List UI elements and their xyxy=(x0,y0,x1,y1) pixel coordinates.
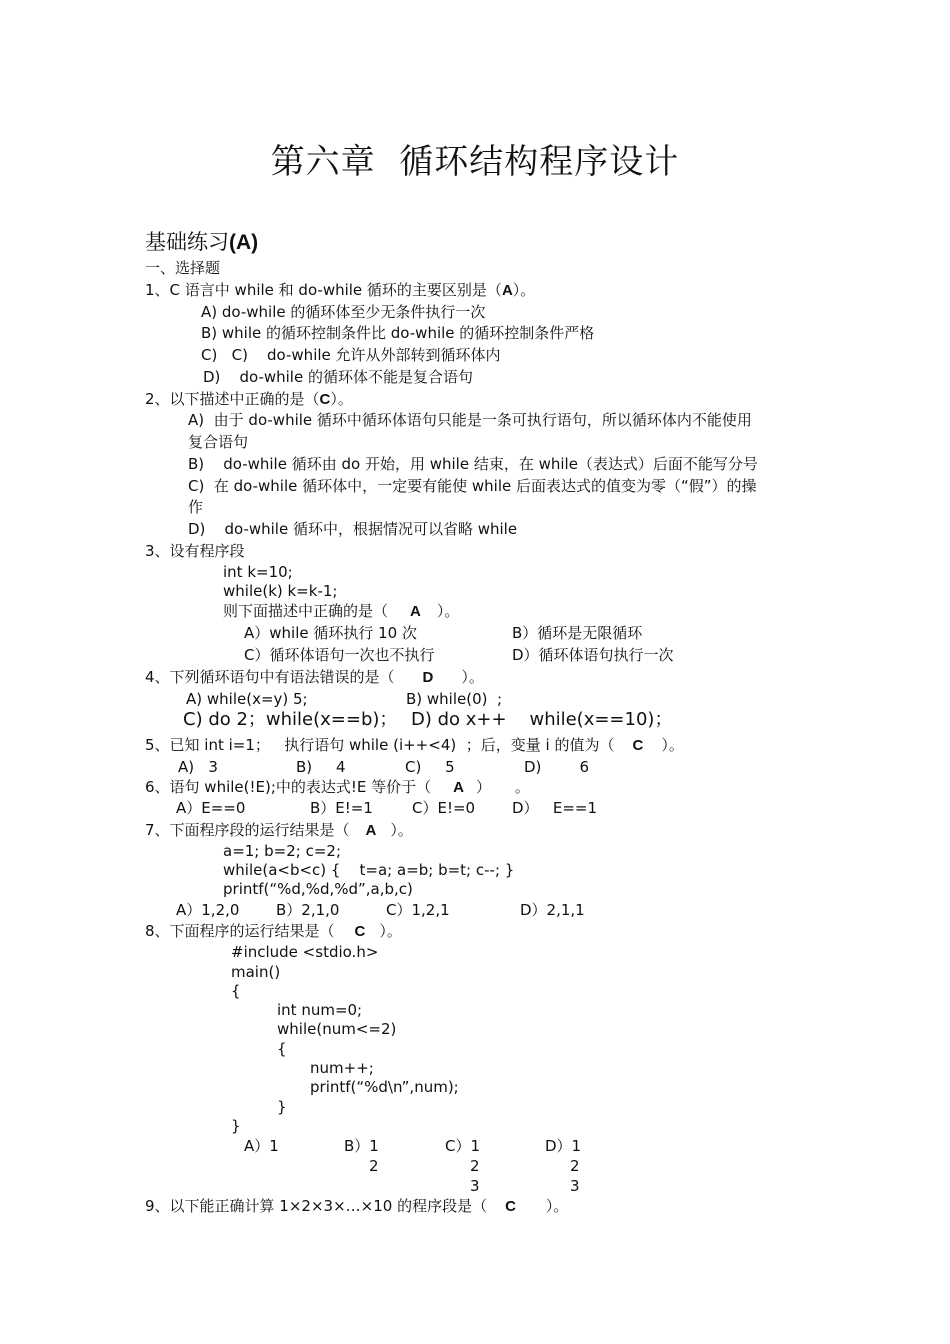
question-7-answer: A xyxy=(365,822,377,839)
question-6-answer: A xyxy=(453,779,465,796)
question-2-option-d: D) do-while 循环中，根据情况可以省略 while xyxy=(188,520,518,538)
question-7-code-line: a=1; b=2; c=2; xyxy=(223,842,341,860)
question-2-option-c: C) 在 do-while 循环体中，一定要有能使 while 后面表达式的值变为零（“假”）的操 xyxy=(188,477,757,495)
section-suffix: (A) xyxy=(229,231,259,254)
question-8-answer: C xyxy=(354,923,366,940)
question-2-answer: C xyxy=(319,391,331,408)
section-heading xyxy=(145,226,258,256)
question-5-option-c: C) 5 xyxy=(405,758,455,776)
question-2-stem: 2、以下描述中正确的是（C）。 xyxy=(145,390,353,408)
question-7-option-a: A）1,2,0 xyxy=(176,901,240,919)
question-7-option-d: D）2,1,1 xyxy=(520,901,585,919)
question-2-option-c-cont: 作 xyxy=(188,498,204,516)
question-8-option-b: B）1 xyxy=(344,1137,379,1155)
part-heading: 一、选择题 xyxy=(145,259,221,277)
question-4-option-c: C) do 2；while(x==b)； xyxy=(183,709,398,730)
question-6-option-d: D） E==1 xyxy=(512,799,598,817)
question-5-option-a: A) 3 xyxy=(178,758,218,776)
chapter-title: 第六章 循环结构程序设计 xyxy=(270,142,680,182)
question-2-option-a: A) 由于 do-while 循环中循环体语句只能是一条可执行语句，所以循环体内不能使用 xyxy=(188,411,752,429)
question-3-option-d: D）循环体语句执行一次 xyxy=(512,646,674,664)
question-9-stem: 9、以下能正确计算 1×2×3×…×10 的程序段是（ C ）。 xyxy=(145,1197,569,1215)
question-8-option-d: D）1 xyxy=(545,1137,582,1155)
question-7-stem: 7、下面程序段的运行结果是（ A ）。 xyxy=(145,821,413,839)
question-8-option-c-line3: 3 xyxy=(470,1177,480,1195)
question-8-code-line: #include <stdio.h> xyxy=(231,943,379,961)
question-1-option-d: D) do-while 的循环体不能是复合语句 xyxy=(203,368,473,386)
question-4-option-a: A) while(x=y) 5; xyxy=(186,690,308,708)
section-label: 基础练习 xyxy=(145,230,229,254)
question-8-option-c-line2: 2 xyxy=(470,1157,480,1175)
question-3-code-line: while(k) k=k-1; xyxy=(223,582,338,600)
question-1-answer: A xyxy=(501,282,513,299)
question-7-option-c: C）1,2,1 xyxy=(386,901,450,919)
question-3-option-a: A）while 循环执行 10 次 xyxy=(244,624,417,642)
question-6-option-b: B）E!=1 xyxy=(310,799,373,817)
question-8-code-line: } xyxy=(231,1117,241,1135)
question-1-stem: 1、C 语言中 while 和 do-while 循环的主要区别是（A）。 xyxy=(145,281,536,299)
question-3-stem: 3、设有程序段 xyxy=(145,542,245,560)
question-1-option-b: B) while 的循环控制条件比 do-while 的循环控制条件严格 xyxy=(201,324,595,342)
question-1-option-c: C) C) do-while 允许从外部转到循环体内 xyxy=(201,346,501,364)
question-6-option-a: A）E==0 xyxy=(176,799,246,817)
question-5-answer: C xyxy=(632,737,644,754)
question-8-code-line: { xyxy=(231,982,241,1000)
question-8-code-line: main() xyxy=(231,963,281,981)
question-4-option-d: D) do x++ while(x==10)； xyxy=(411,709,673,730)
question-3-prompt: 则下面描述中正确的是（ A ）。 xyxy=(223,602,460,620)
question-8-option-a: A）1 xyxy=(244,1137,279,1155)
question-8-code-line: int num=0; xyxy=(277,1001,363,1019)
question-3-option-c: C）循环体语句一次也不执行 xyxy=(244,646,435,664)
question-7-option-b: B）2,1,0 xyxy=(276,901,340,919)
question-8-option-d-line3: 3 xyxy=(570,1177,580,1195)
question-9-answer: C xyxy=(505,1198,516,1215)
question-8-stem: 8、下面程序的运行结果是（ C ）。 xyxy=(145,922,402,940)
question-3-answer: A xyxy=(410,603,421,620)
question-8-code-line: { xyxy=(277,1040,287,1058)
question-8-code-line: printf(“%d\n”,num); xyxy=(310,1078,459,1096)
question-5-option-d: D) 6 xyxy=(524,758,590,776)
question-5-stem: 5、已知 int i=1； 执行语句 while (i++<4) ；后，变量 i 的值为（ C ）。 xyxy=(145,736,684,754)
question-6-option-c: C）E!=0 xyxy=(412,799,476,817)
question-4-answer: D xyxy=(422,669,434,686)
question-8-option-b-line2: 2 xyxy=(369,1157,379,1175)
question-7-code-line: printf(“%d,%d,%d”,a,b,c) xyxy=(223,880,413,898)
question-8-code-line: while(num<=2) xyxy=(277,1020,397,1038)
question-8-option-c: C）1 xyxy=(445,1137,481,1155)
question-8-code-line: } xyxy=(277,1098,287,1116)
question-3-code-line: int k=10; xyxy=(223,563,293,581)
question-2-option-b: B) do-while 循环由 do 开始，用 while 结束，在 while（表达式）后面不能写分号 xyxy=(188,455,758,473)
question-6-stem: 6、语句 while(!E);中的表达式!E 等价于（ A ） 。 xyxy=(145,778,530,796)
question-4-stem: 4、下列循环语句中有语法错误的是（ D ）。 xyxy=(145,668,484,686)
question-7-code-line: while(a<b<c) { t=a; a=b; b=t; c--; } xyxy=(223,861,515,879)
question-4-option-b: B) while(0) ; xyxy=(406,690,503,708)
question-8-option-d-line2: 2 xyxy=(570,1157,580,1175)
question-8-code-line: num++; xyxy=(310,1059,374,1077)
question-1-option-a: A) do-while 的循环体至少无条件执行一次 xyxy=(201,303,486,321)
question-2-option-a-cont: 复合语句 xyxy=(188,433,249,451)
question-3-option-b: B）循环是无限循环 xyxy=(512,624,643,642)
question-5-option-b: B) 4 xyxy=(296,758,346,776)
